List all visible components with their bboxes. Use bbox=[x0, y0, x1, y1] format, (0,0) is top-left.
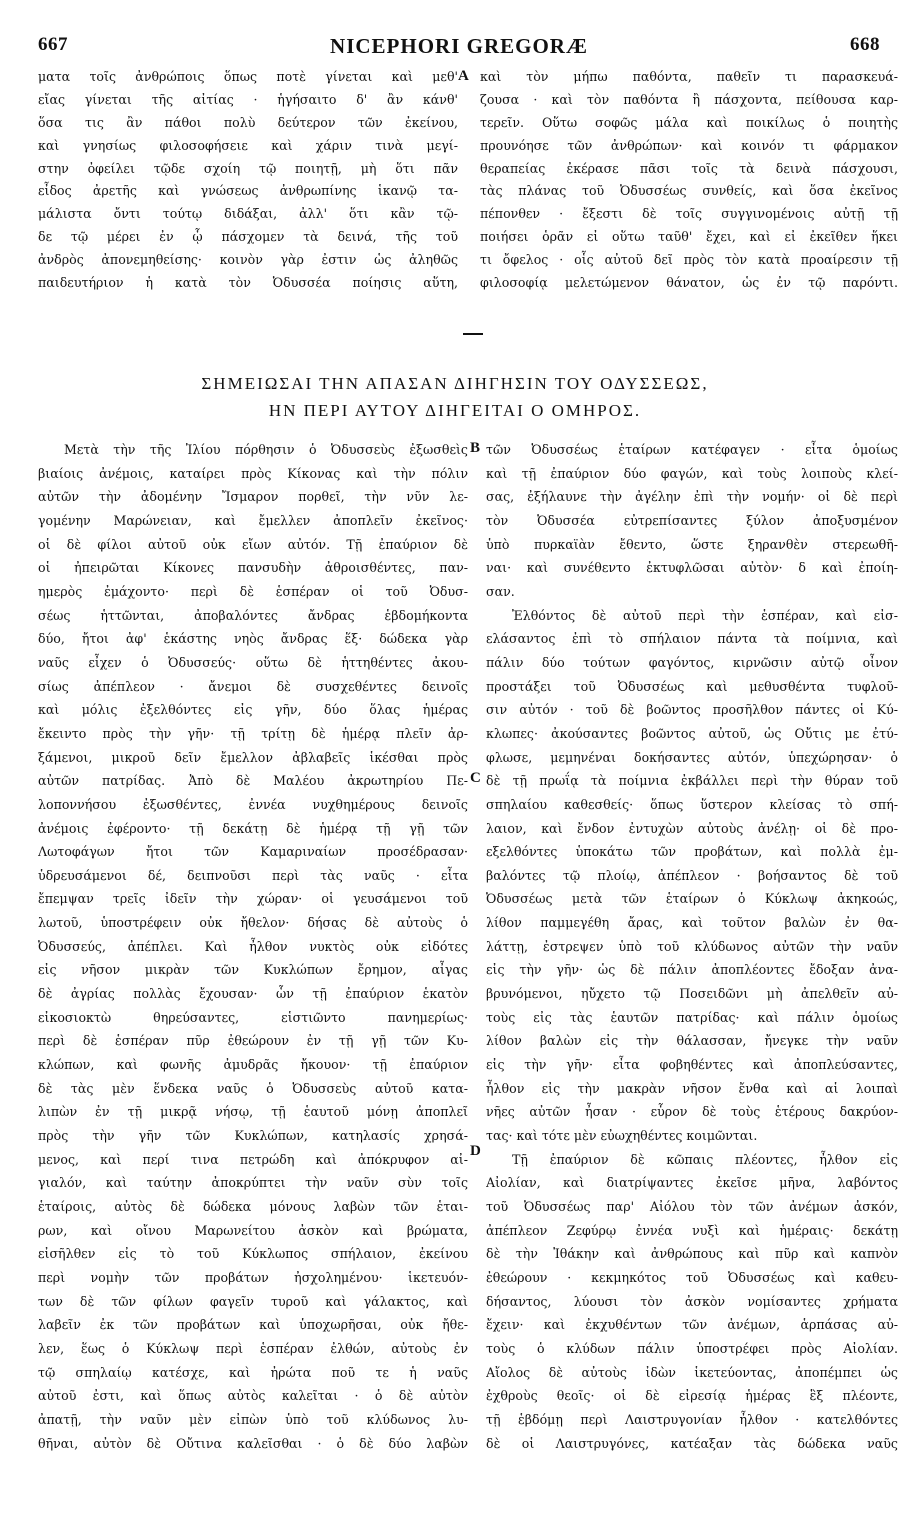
text-line: σίως ἀπέπλεον · ἄνεμοι δὲ συσχεθέντες δεινοῖς bbox=[38, 678, 468, 694]
text-line: τῇ ἑβδόμῃ περὶ Λαιστρυγονίαν ἦλθον · κατελθόντες bbox=[486, 1411, 898, 1427]
text-line: λίθον παμμεγέθη ἄρας, καὶ τοῦτον βαλὼν ἐν θα- bbox=[486, 915, 898, 931]
text-line: σαν. bbox=[486, 583, 515, 599]
text-line: ἦλθον εἰς τὴν μακρὰν νῆσον ἔνθα καὶ αἱ λοιπαὶ bbox=[486, 1080, 898, 1096]
text-line: των δὲ τῶν φίλων φαγεῖν τυροῦ καὶ γάλακτος, καὶ bbox=[38, 1293, 468, 1309]
text-line: περὶ δὲ ἑσπέραν πῦρ ἐθεώρουν ἐν τῇ γῇ τῶν Κυ- bbox=[38, 1033, 468, 1049]
text-line: ἀπέπλεον Ζεφύρῳ ἐννέα νυξὶ καὶ ἡμέραις· δεκάτῃ bbox=[486, 1222, 898, 1238]
text-line: θῆναι, αὐτὸν δὲ Οὔτινα καλεῖσθαι · ὁ δὲ δύο λαβὼν bbox=[38, 1435, 468, 1451]
text-line: γιαλόν, καὶ ταύτην ἀποκρύπτει τὴν ναῦν σὺν τοῖς bbox=[38, 1175, 468, 1191]
margin-marker-d: D bbox=[470, 1143, 481, 1159]
text-line: ἀνδρὸς ἀπονεμηθείσης· κοινὸν γὰρ ἐστιν ὡς ἀληθῶς bbox=[38, 252, 458, 268]
text-line: κλωπες· ἀκούσαντες βοῶντος αὐτοῦ, ὡς Οὔτις με ἐτύ- bbox=[486, 725, 898, 741]
section-divider bbox=[463, 333, 483, 335]
text-line: νῆες αὐτῶν ἦσαν · εὗρον δὲ τοὺς ἑτέρους δακρύον- bbox=[486, 1104, 898, 1120]
text-line: εἰκοσιοκτὼ θηρεύσαντες, εἱστιῶντο πανημερίως· bbox=[38, 1009, 468, 1025]
text-line: ναι· καὶ συνέθεντο ἐκτυφλῶσαι αὐτὸν· δ καὶ ἐποίη- bbox=[486, 560, 898, 576]
text-line: φιλοσοφίᾳ μελετώμενον θάνατον, ὡς ἐν τῷ παρόντι. bbox=[480, 275, 898, 291]
text-line: ημερὸς ἐμάχοντο· περὶ δὲ ἑσπέραν οἱ τοῦ Ὀδυσ- bbox=[38, 583, 468, 599]
text-line: λαιον, καὶ ἔνδον ἐντυχὼν αὐτοὺς ἀνέλῃ· οἱ δὲ προ- bbox=[486, 820, 898, 836]
text-line: φλωσε, μεμηνέναι δοκήσαντες αὐτόν, ὑπεχώρησαν· ὁ bbox=[486, 749, 898, 765]
text-line: Αἰολίαν, καὶ διατρίψαντες ἐκεῖσε μῆνα, λαβόντος bbox=[486, 1175, 898, 1191]
top-left-column bbox=[38, 66, 458, 295]
text-line: σιν αὐτόν · τοῦ δὲ βοῶντος προσῆλθον πάντες οἱ Κύ- bbox=[486, 702, 898, 718]
text-line: ὑδρευσάμενοι δέ, δειπνοῦσι περὶ τὰς ναῦς · εἶτα bbox=[38, 867, 468, 883]
text-line: ναῦς εἶχεν ὁ Ὀδυσσεύς· οὕτω δὲ ἡττηθέντες ἀκου- bbox=[38, 654, 468, 670]
text-line: τας· καὶ τότε μὲν εὐωχηθέντες κοιμῶνται. bbox=[486, 1128, 758, 1144]
text-line: δὲ τὴν Ἰθάκην καὶ ἀνθρώπους καὶ πῦρ καὶ καπνὸν bbox=[486, 1246, 898, 1262]
text-line: εἰς τὴν γῆν· εἶτα φοβηθέντες καὶ ἀποπλεύσαντες, bbox=[486, 1057, 898, 1073]
text-line: ρων, καὶ οἴνου Μαρωνείτου ἀσκὸν καὶ βρώματα, bbox=[38, 1222, 468, 1238]
text-line: θεραπείας ἐκέρασε πᾶσι τοῖς τὰ δεινὰ πάσχουσι, bbox=[480, 160, 898, 176]
text-line: Ὀδυσσεύς, ἀπέπλει. Καὶ ἦλθον νυκτὸς οὐκ εἰδότες bbox=[38, 938, 468, 954]
text-line: προστάξει τοῦ Ὀδυσσέως καὶ μεθυσθέντα τυφλοῦ- bbox=[486, 678, 898, 694]
text-line: δύο, ἤτοι ἀφ' ἑκάστης νηὸς ἄνδρας ἕξ· δώδεκα γὰρ bbox=[38, 631, 468, 647]
text-line: ἔχειν· καὶ ἐκχυθέντων τῶν ἀνέμων, ἁρπάσας αὐ- bbox=[486, 1317, 898, 1333]
text-line: μενος, καὶ περί τινα πετρώδη καὶ ἀπόκρυφον αἰ- bbox=[38, 1151, 468, 1167]
text-line: σπηλαίου καθεσθείς· ὅπως ὕστερον κλείσας τὸ σπή- bbox=[486, 796, 898, 812]
text-line: τι ὄφελος · οἷς αὐτοῦ δεῖ πρὸς τὸν κατὰ προαίρεσιν τῇ bbox=[480, 252, 898, 268]
text-line: λαβεῖν ἐκ τῶν προβάτων καὶ ὑποχωρῆσαι, οὐκ ἤθε- bbox=[38, 1317, 468, 1333]
text-line: περὶ νομὴν τῶν προβάτων ἠσχολημένου· ἱκετευόν- bbox=[38, 1269, 468, 1285]
text-line: ἀνέμοις ἐφέροντο· τῇ δεκάτῃ δὲ ἡμέρᾳ τῇ γῇ τῶν bbox=[38, 820, 468, 836]
text-line: λίθον βαλὼν εἰς τὴν θάλασσαν, ἤνεγκε τὴν ναῦν bbox=[486, 1033, 898, 1049]
text-line: λοποννήσου ἐξωσθέντες, ἐννέα νυχθημέρους δεινοῖς bbox=[38, 796, 468, 812]
page-number-right: 668 bbox=[850, 34, 880, 55]
text-line: εἶδος ἀρετῆς καὶ γνώσεως ἀνθρωπίνης ἱκανῷ τα- bbox=[38, 183, 458, 199]
bottom-right-column bbox=[486, 438, 898, 1455]
page-header bbox=[38, 34, 880, 60]
text-line: ἀπατῇ, τὴν ναῦν μὲν εἰπὼν ὑπὸ τοῦ κλύδωνος λυ- bbox=[38, 1411, 468, 1427]
text-line: ματα τοῖς ἀνθρώποις ὅπως ποτὲ γίνεται καὶ μεθ' bbox=[38, 69, 458, 84]
text-line: ἐχθροὺς θεοῖς· οἱ δὲ εἰρεσίᾳ ἡμέρας ἓξ πλέοντε, bbox=[486, 1388, 898, 1404]
text-line: μάλιστα ὄντι τούτῳ διδάξαι, ἀλλ' ὅτι κἂν τῷ- bbox=[38, 206, 458, 222]
text-line: σας, ἐξήλαυνε τὴν ἀγέλην ἐπὶ τὴν νομήν· οἱ δὲ περὶ bbox=[486, 489, 898, 505]
text-line: ζουσα · καὶ τὸν παθόντα ἢ πάσχοντα, πείθουσα καρ- bbox=[480, 91, 898, 107]
text-line: Λωτοφάγων ἤτοι τῶν Καμαριναίων προσέδρασαν· bbox=[38, 844, 468, 860]
margin-marker-a: A bbox=[458, 68, 469, 84]
text-line: εἰς τὴν γῆν· ὡς δὲ πάλιν ἀποπλέοντες ἔδοξαν ἀνα- bbox=[486, 962, 898, 978]
text-line: γομένην Μαρώνειαν, καὶ ἔμελλεν ἀποπλεῖν ἐκεῖνος· bbox=[38, 512, 468, 528]
text-line: αὐτῶν τὴν ἀδομένην Ἴσμαρον πορθεῖ, τὴν νῦν λε- bbox=[38, 489, 468, 505]
text-line: εἰσῆλθεν εἰς τὸ τοῦ Κύκλωπος σπήλαιον, ἐκείνου bbox=[38, 1246, 468, 1262]
text-line: Μετὰ τὴν τῆς Ἰλίου πόρθησιν ὁ Ὀδυσσεὺς ἐξωσθεὶς bbox=[64, 442, 468, 457]
text-line: ἐθεώρουν · κεκμηκότος τοῦ Ὀδυσσέως καὶ καθευ- bbox=[486, 1269, 898, 1285]
text-line: ποιήσει ὁρᾶν εἰ οὕτω ταῦθ' ἔχει, καὶ εἰ ἐκεῖθεν ἥκει bbox=[480, 229, 898, 245]
text-line: τὸν Ὀδυσσέα εὐτρεπίσαντες ξύλον ἀποξυσμένον bbox=[486, 512, 898, 528]
margin-marker-b: B bbox=[470, 440, 481, 456]
text-line: πάλιν δύο τούτων φαγόντος, κιρνῶσιν αὐτῷ οἶνον bbox=[486, 654, 898, 670]
text-line: ὅσα τις ἂν πάθοι πολὺ δεύτερον τῶν ἐκείνου, bbox=[38, 114, 458, 130]
text-line: πρὸς τὴν γῆν τῶν Κυκλώπων, κατηλασίς χρησά- bbox=[38, 1128, 468, 1144]
text-line: δὲ οἱ Λαιστρυγόνες, κατέαξαν τὰς δώδεκα ναῦς bbox=[486, 1435, 898, 1451]
text-line: δήσαντος, λύουσι τὸν ἀσκὸν νομίσαντες χρήματα bbox=[486, 1293, 898, 1309]
text-line: καὶ τὸν μήπω παθόντα, παθεῖν τι παρασκευά- bbox=[480, 69, 898, 84]
text-line: σέως ἡττῶνται, ἀποβαλόντες ἄνδρας ἑβδομήκοντα bbox=[38, 607, 468, 623]
text-line: λεν, ἕως ὁ Κύκλωψ περὶ ἑσπέραν ἐλθών, αὐτοὺς ἐν bbox=[38, 1340, 468, 1356]
text-line: εξελθόντες ὑποκάτω τῶν προβάτων, καὶ πολλὰ ἐμ- bbox=[486, 844, 898, 860]
text-line: λάττῃ, ἐστρεψεν ὑπὸ τοῦ κλύδωνος αὐτῶν τὴν ναῦν bbox=[486, 938, 898, 954]
text-line: πέπονθεν · ἔξεστι δὲ τοῖς συγγινομένοις αὐτῇ τῇ bbox=[480, 206, 898, 222]
text-line: κλώπων, καὶ φωνῆς ἀμυδρᾶς ἤκουον· τῇ ἐπαύριον bbox=[38, 1057, 468, 1073]
text-line: τοὺς εἰς τὰς ἑαυτῶν πατρίδας· καὶ πάλιν ὁμοίως bbox=[486, 1009, 898, 1025]
page-number-left: 667 bbox=[38, 34, 68, 55]
text-line: τερεῖν. Οὕτω σοφῶς μάλα καὶ ποικίλως ὁ ποιητὴς bbox=[480, 114, 898, 130]
text-line: δε τῷ μέρει ἐν ᾧ πάσχομεν τὰ δεινά, τῆς τοῦ bbox=[38, 229, 458, 245]
top-right-column bbox=[480, 66, 898, 295]
text-line: Τῇ ἐπαύριον δὲ κῶπαις πλέοντες, ἦλθον εἰς bbox=[512, 1151, 898, 1167]
text-line: Αἴολος δὲ αὐτοὺς ἰδὼν ἱκετεύοντας, ἀποπέμπει ὡς bbox=[486, 1364, 898, 1380]
text-line: ελάσαντος ἐπὶ τὸ σπήλαιον πάντα τὰ ποίμνια, καὶ bbox=[486, 631, 898, 647]
text-line: ἔκειντο πρὸς τὴν γῆν· τῇ τρίτῃ δὲ ἡμέρᾳ πλεῖν ἀρ- bbox=[38, 725, 468, 741]
text-line: στην ὀφείλει τῷδε σχοίη τῷ ποιητῇ, μὴ ὅτι πᾶν bbox=[38, 160, 458, 176]
text-line: τῷ σπηλαίῳ κατέσχε, καὶ ἠρώτα ποῦ τε ἡ ναῦς bbox=[38, 1364, 468, 1380]
text-line: ἑταίροις, αὐτὸς δὲ δώδεκα μόνους λαβὼν τῶν ἑται- bbox=[38, 1199, 468, 1214]
text-line: βιαίοις ἀνέμοις, καταίρει πρὸς Κίκονας καὶ τὴν πόλιν bbox=[38, 465, 468, 481]
section-heading-line-2: ΗΝ ΠΕΡΙ ΑΥΤΟΥ ΔΙΗΓΕΙΤΑΙ Ο ΟΜΗΡΟΣ. bbox=[268, 401, 642, 420]
text-line: δὲ τῇ πρωΐᾳ τὰ ποίμνια ἐκβάλλει περὶ τὴν θύραν τοῦ bbox=[486, 773, 898, 789]
text-line: βρυνόμενοι, ηὔχετο τῷ Ποσειδῶνι μὴ ἀπελθεῖν αὐ- bbox=[486, 986, 898, 1002]
text-line: ξάμενοι, μικροῦ δεῖν ἔμελλον ἀβλαβεῖς ἱκέσθαι πρὸς bbox=[38, 749, 468, 765]
text-line: καὶ μόλις ἐξελθόντες εἰς γῆν, δύο ὅλας ἡμέρας bbox=[38, 702, 468, 718]
text-line: τοῦ Ὀδυσσέως παρ' Αἰόλου τὸν τῶν ἀνέμων ἀσκόν, bbox=[486, 1199, 898, 1214]
text-line: λωτοῦ, ὑποστρέφειν οὐκ ἤθελον· δήσας δὲ αὐτοὺς ὁ bbox=[38, 915, 468, 931]
text-line: λιπὼν ἐν τῇ μικρᾷ νήσῳ, τῇ ἑαυτοῦ μόνῃ ἀποπλεῖ bbox=[38, 1104, 468, 1120]
text-line: τὰς πλάνας τοῦ Ὀδυσσέως συνθείς, καὶ ὅσα ἐκεῖνος bbox=[480, 183, 898, 199]
text-line: καὶ τῇ ἐπαύριον δύο φαγών, καὶ τοὺς λοιποὺς κλεί- bbox=[486, 465, 898, 481]
text-line: δὲ ἀγρίας πολλὰς ἔχουσαν· ὧν τῇ ἐπαύριον ἑκατὸν bbox=[38, 986, 468, 1002]
running-title: NICEPHORI GREGORÆ bbox=[330, 34, 588, 58]
text-line: καὶ γνησίως φιλοσοφήσειε καὶ χάριν τινὰ μεγί- bbox=[38, 137, 458, 153]
text-line: τοὺς ὁ κλύδων πάλιν ὑποστρέφει πρὸς Αἰολίαν. bbox=[486, 1340, 898, 1356]
text-line: δὲ τὰς μὲν ἕνδεκα ναῦς ὁ Ὀδυσσεὺς αὐτοῦ κατα- bbox=[38, 1080, 468, 1096]
text-line: προυνόησε τῶν ἀνθρώπων· καὶ κοινόν τι φάρμακον bbox=[480, 137, 898, 153]
section-heading-line-1: ΣΗΜΕΙΩΣΑΙ ΤΗΝ ΑΠΑΣΑΝ ΔΙΗΓΗΣΙΝ ΤΟΥ ΟΔΥΣΣΕΩΣ, bbox=[201, 374, 709, 393]
text-line: εἴας γίνεται τῆς αἰτίας · ἡγήσαιτο δ' ἂν κάνθ' bbox=[38, 91, 458, 107]
margin-marker-c: C bbox=[470, 770, 481, 786]
text-line: αὐτοῦ ἐστι, καὶ ὅπως αὐτὸς καλεῖται · ὁ δὲ αὐτὸν bbox=[38, 1388, 468, 1404]
text-line: ὑπὸ πυρκαϊὰν ἔθεντο, ὥστε ξηρανθὲν στερεωθῆ- bbox=[486, 536, 898, 552]
text-line: οἱ δὲ φίλοι αὐτοῦ οὐκ εἴων αὐτόν. Τῇ ἐπαύριον δὲ bbox=[38, 536, 468, 552]
text-line: παιδευτήριον ἡ κατὰ τὸν Ὀδυσσέα ποίησις αὕτη, bbox=[38, 275, 458, 291]
text-line: οἱ ἠπειρῶται Κίκονες πανσυδὴν ἀθροισθέντες, παν- bbox=[38, 560, 468, 576]
bottom-left-column bbox=[38, 438, 468, 1455]
text-line: Ἐλθόντος δὲ αὐτοῦ περὶ τὴν ἑσπέραν, καὶ εἰσ- bbox=[512, 607, 898, 623]
text-line: εἰς νῆσον μικρὰν τῶν Κυκλώπων ἔρημον, αἶγας bbox=[38, 962, 468, 978]
text-line: Ὀδυσσέως μετὰ τῶν ἑταίρων ὁ Κύκλωψ ἀκηκοώς, bbox=[486, 891, 898, 907]
text-line: βαλόντες τῷ πλοίῳ, ἀπέπλεον · βοήσαντος δὲ τοῦ bbox=[486, 867, 898, 883]
text-line: τῶν Ὀδυσσέως ἑταίρων κατέφαγεν · εἶτα ὁμοίως bbox=[486, 442, 898, 457]
text-line: αὐτῶν πατρίδας. Ἀπὸ δὲ Μαλέου ἀκρωτηρίου Πε- bbox=[38, 773, 468, 789]
text-line: ἔπεμψαν τρεῖς ἰδεῖν τὴν χώραν· οἱ γευσάμενοι τοῦ bbox=[38, 891, 468, 907]
